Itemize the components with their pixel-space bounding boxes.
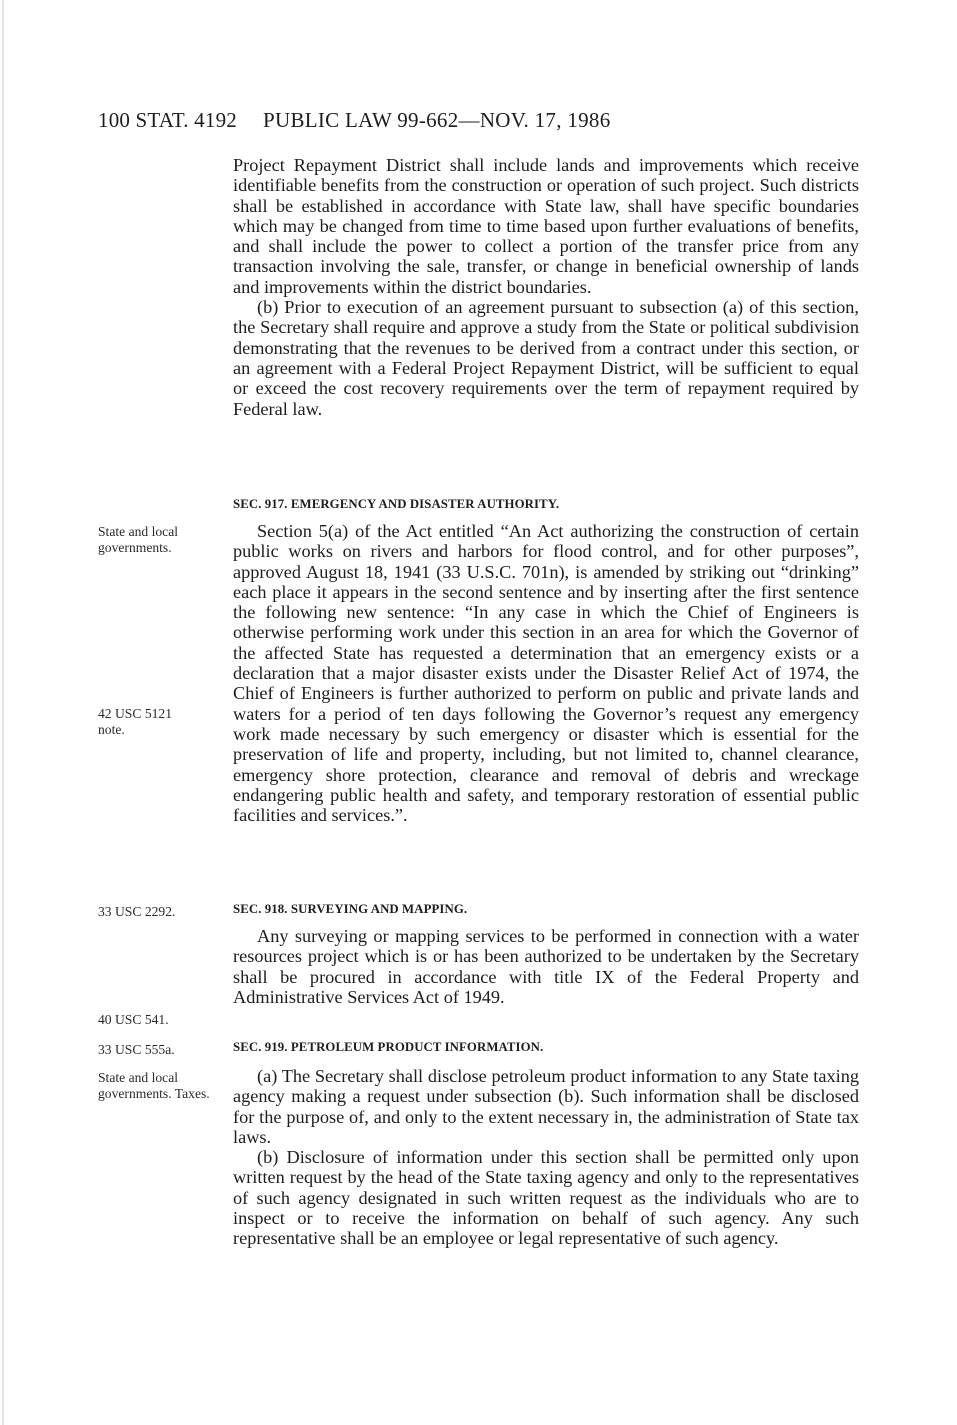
margin-note-state-local-taxes: State and local governments. Taxes. [98, 1070, 210, 1101]
sec916-continued [233, 155, 859, 419]
sec919-para-b: (b) Disclosure of information under this section shall be permitted only upon written request by the head of the State taxing agency and only to the representatives of such agency designated in such written request as the individuals who are to inspect or to receive the information on behalf of such agency. Any such representative shall be an employee or legal representative of such agency. [233, 1147, 859, 1249]
sec918-body [233, 926, 859, 1007]
sec916-para-a-tail: Project Repayment District shall include lands and improvements which receive identifiable benefits from the construction or operation of such project. Such districts shall be established in accordance with State law, shall have specific boundaries which may be changed from time to time based upon further evaluations of benefits, and shall include the power to collect a portion of the transfer price from any transaction involving the sale, transfer, or change in beneficial ownership of lands and improvements within the district boundaries. [233, 155, 859, 297]
margin-note-33-usc-2292: 33 USC 2292. [98, 904, 176, 919]
margin-note-state-local: State and local governments. [98, 524, 179, 555]
sec917-heading: SEC. 917. EMERGENCY AND DISASTER AUTHORITY. [233, 497, 560, 511]
sec918-heading: SEC. 918. SURVEYING AND MAPPING. [233, 902, 468, 916]
margin-note-42-usc-5121: 42 USC 5121 note. [98, 706, 173, 737]
public-law-title: PUBLIC LAW 99-662—NOV. 17, 1986 [263, 108, 611, 132]
margin-note-40-usc-541: 40 USC 541. [98, 1012, 169, 1027]
page-header [98, 108, 858, 138]
sec917-body [233, 521, 859, 825]
sec919-para-a: (a) The Secretary shall disclose petroleum product information to any State taxing agency making a request under subsection (b). Such information shall be disclosed for the purpose of, and only to the extent necessary in, the administration of State tax laws. [233, 1066, 859, 1147]
statute-reference: 100 STAT. 4192 [98, 108, 237, 132]
scan-edge [2, 0, 4, 1425]
margin-note-33-usc-555a: 33 USC 555a. [98, 1042, 175, 1057]
sec918-text: Any surveying or mapping services to be performed in connection with a water resources project which is or has been authorized to be undertaken by the Secretary shall be procured in accordance with title IX of the Federal Property and Administrative Services Act of 1949. [233, 926, 859, 1007]
sec916-para-b: (b) Prior to execution of an agreement pursuant to subsection (a) of this section, the Secretary shall require and approve a study from the State or political subdivision demonstrating that the revenues to be derived from a contract under this section, or an agreement with a Federal Project Repayment District, will be sufficient to equal or exceed the cost recovery requirements over the term of repayment required by Federal law. [233, 297, 859, 419]
sec917-text: Section 5(a) of the Act entitled “An Act authorizing the construction of certain public works on rivers and harbors for flood control, and for other purposes”, approved August 18, 1941 (33 U.S.C. 701n), is amended by striking out “drinking” each place it appears in the second sentence and by inserting after the first sentence the following new sentence: “In any case in which the Chief of Engineers is otherwise performing work under this section in an area for which the Governor of the affected State has requested a determination that an emergency exists or a declaration that a major disaster exists under the Disaster Relief Act of 1974, the Chief of Engineers is further authorized to perform on public and private lands and waters for a period of ten days following the Governor’s request any emergency work made necessary by such emergency or disaster which is essential for the preservation of life and property, including, but not limited to, channel clearance, emergency shore protection, clearance and removal of debris and wreckage endangering public health and safety, and temporary restoration of essential public facilities and services.”. [233, 521, 859, 826]
sec919-heading: SEC. 919. PETROLEUM PRODUCT INFORMATION. [233, 1040, 544, 1054]
sec919-body [233, 1066, 859, 1249]
